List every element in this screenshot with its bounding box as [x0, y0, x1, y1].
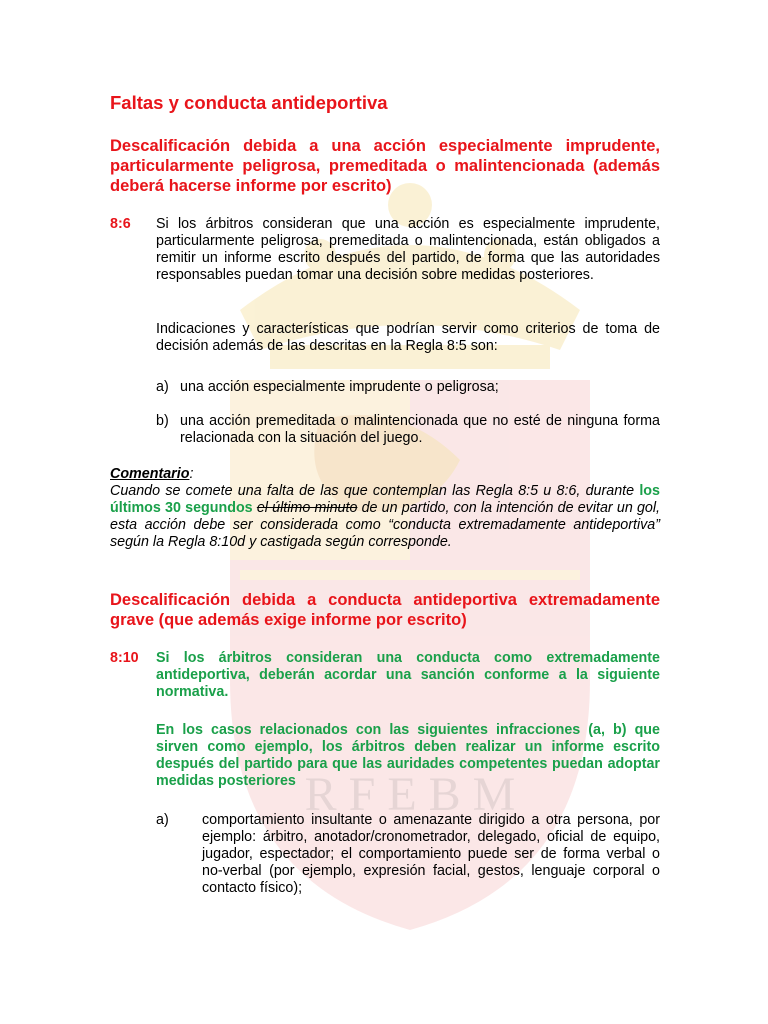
- list-item-label: a): [156, 379, 169, 395]
- rule-number: 8:6: [110, 216, 131, 232]
- comment-highlight: los últimos 30 segundos: [110, 483, 660, 516]
- rule-8-10: [110, 650, 660, 701]
- comment-label: Comentario: [110, 466, 190, 482]
- list-item: [156, 413, 660, 447]
- list-item-text: comportamiento insultante o amenazante dirigido a otra persona, por ejemplo: árbitro, anotador/cronometrador, delegado, oficial de equipo, jugador, espectador; el comportamiento puede ser de forma verbal o no-verbal (por ejemplo, expresión facial, gestos, lenguaje corporal o contacto físico);: [202, 812, 660, 896]
- list-item-text: una acción especialmente imprudente o peligrosa;: [180, 379, 499, 395]
- rule-number: 8:10: [110, 650, 139, 666]
- list-item-label: b): [156, 413, 169, 429]
- rule-8-6: [110, 216, 660, 284]
- comment-text: Cuando se comete una falta de las que contemplan las Regla 8:5 u 8:6, durante los últimos 30 segundos el último minuto de un partido, con la intención de evitar un gol, esta acción debe ser considerada como “conducta extremadamente antideportiva” según la Regla 8:10d y castigada según corresponde.: [110, 483, 661, 550]
- watermark-text: R F E B M: [304, 768, 516, 821]
- page-title: Faltas y conducta antideportiva: [110, 92, 388, 113]
- indications-paragraph: Indicaciones y características que podrían servir como criterios de toma de decisión además de las descritas en la Regla 8:5 son:: [156, 321, 660, 354]
- section-subtitle-disqualification-reckless: Descalificación debida a una acción especialmente imprudente, particularmente peligrosa, premeditada o malintencionada (además deberá hacerse informe por escrito): [110, 137, 660, 195]
- section-subtitle-disqualification-unsporting: Descalificación debida a conducta antideportiva extremadamente grave (que además exige informe por escrito): [110, 591, 660, 629]
- green-paragraph: En los casos relacionados con las siguientes infracciones (a, b) que sirven como ejemplo, los árbitros deben realizar un informe escrito después del partido para que las auridades competentes puedan adoptar medidas posteriores: [156, 722, 660, 789]
- list-item: [156, 379, 660, 396]
- rule-text: Si los árbitros consideran que una acción es especialmente imprudente, particularmente peligrosa, premeditada o malintencionada, están obligados a remitir un informe escrito después del partido, de forma que las autoridades responsables puedan tomar una decisión sobre medidas posteriores.: [156, 216, 660, 283]
- rule-text: Si los árbitros consideran una conducta como extremadamente antideportiva, deberán acordar una sanción conforme a la siguiente normativa.: [156, 650, 660, 700]
- comment-colon: :: [189, 466, 194, 482]
- list-item-label: a): [156, 812, 169, 828]
- comment-struck-text: el último minuto: [256, 500, 358, 516]
- list-item-text: una acción premeditada o malintencionada que no esté de ninguna forma relacionada con la situación del juego.: [180, 413, 660, 446]
- comment-block: [110, 466, 660, 551]
- list-item: [156, 812, 660, 897]
